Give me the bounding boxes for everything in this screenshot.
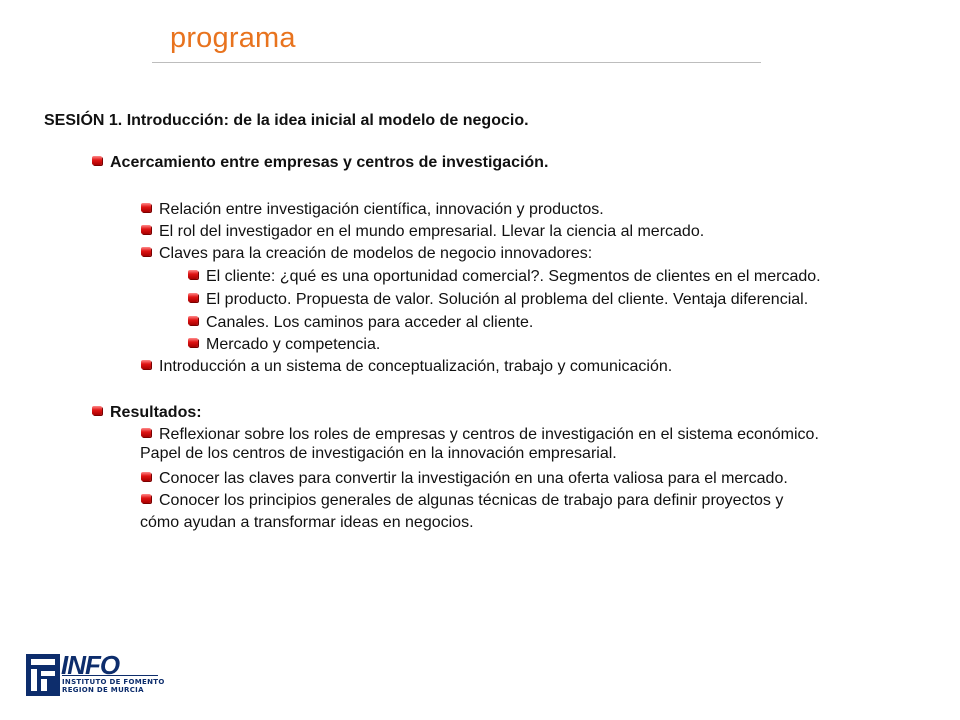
list-item: Claves para la creación de modelos de negocio innovadores: <box>159 245 593 262</box>
result-item-continuation: Papel de los centros de investigación en la innovación empresarial. <box>140 445 617 462</box>
sub-list-item: Mercado y competencia. <box>206 336 381 353</box>
logo-line1: INSTITUTO DE FOMENTO <box>62 678 165 686</box>
bullet-icon <box>141 360 151 369</box>
bullet-icon <box>188 293 198 302</box>
bullet-icon <box>188 338 198 347</box>
title-divider <box>152 62 761 63</box>
bullet-icon <box>188 270 198 279</box>
logo-line2: REGION DE MURCIA <box>62 686 144 694</box>
logo-wordmark: INFO <box>61 650 120 680</box>
bullet-icon <box>141 203 151 212</box>
bullet-icon <box>141 247 151 256</box>
section-heading-resultados: Resultados: <box>110 404 202 421</box>
slide-title: programa <box>170 22 296 54</box>
section-heading-acercamiento: Acercamiento entre empresas y centros de investigación. <box>110 154 549 171</box>
sub-list-item: Canales. Los caminos para acceder al cliente. <box>206 314 534 331</box>
bullet-icon <box>141 472 151 481</box>
logo-divider <box>62 675 158 676</box>
list-item: Introducción a un sistema de conceptualización, trabajo y comunicación. <box>159 358 673 375</box>
sub-list-item: El producto. Propuesta de valor. Solución al problema del cliente. Ventaja diferencial. <box>206 291 809 308</box>
bullet-icon <box>141 428 151 437</box>
session-heading: SESIÓN 1. Introducción: de la idea inicial al modelo de negocio. <box>44 112 529 129</box>
list-item: El rol del investigador en el mundo empresarial. Llevar la ciencia al mercado. <box>159 223 705 240</box>
sub-list-item: El cliente: ¿qué es una oportunidad comercial?. Segmentos de clientes en el mercado. <box>206 268 821 285</box>
result-item: Reflexionar sobre los roles de empresas y centros de investigación en el sistema económico. <box>159 426 819 443</box>
list-item: Relación entre investigación científica, innovación y productos. <box>159 201 604 218</box>
result-item: Conocer los principios generales de algunas técnicas de trabajo para definir proyectos y <box>159 492 784 509</box>
bullet-icon <box>188 316 198 325</box>
bullet-icon <box>92 406 102 415</box>
bullet-icon <box>141 225 151 234</box>
bullet-icon <box>92 156 102 165</box>
bullet-icon <box>141 494 151 503</box>
info-logo-icon <box>26 654 60 696</box>
result-item: Conocer las claves para convertir la investigación en una oferta valiosa para el mercado. <box>159 470 788 487</box>
result-item-continuation: cómo ayudan a transformar ideas en negocios. <box>140 514 474 531</box>
info-logo <box>26 650 165 696</box>
